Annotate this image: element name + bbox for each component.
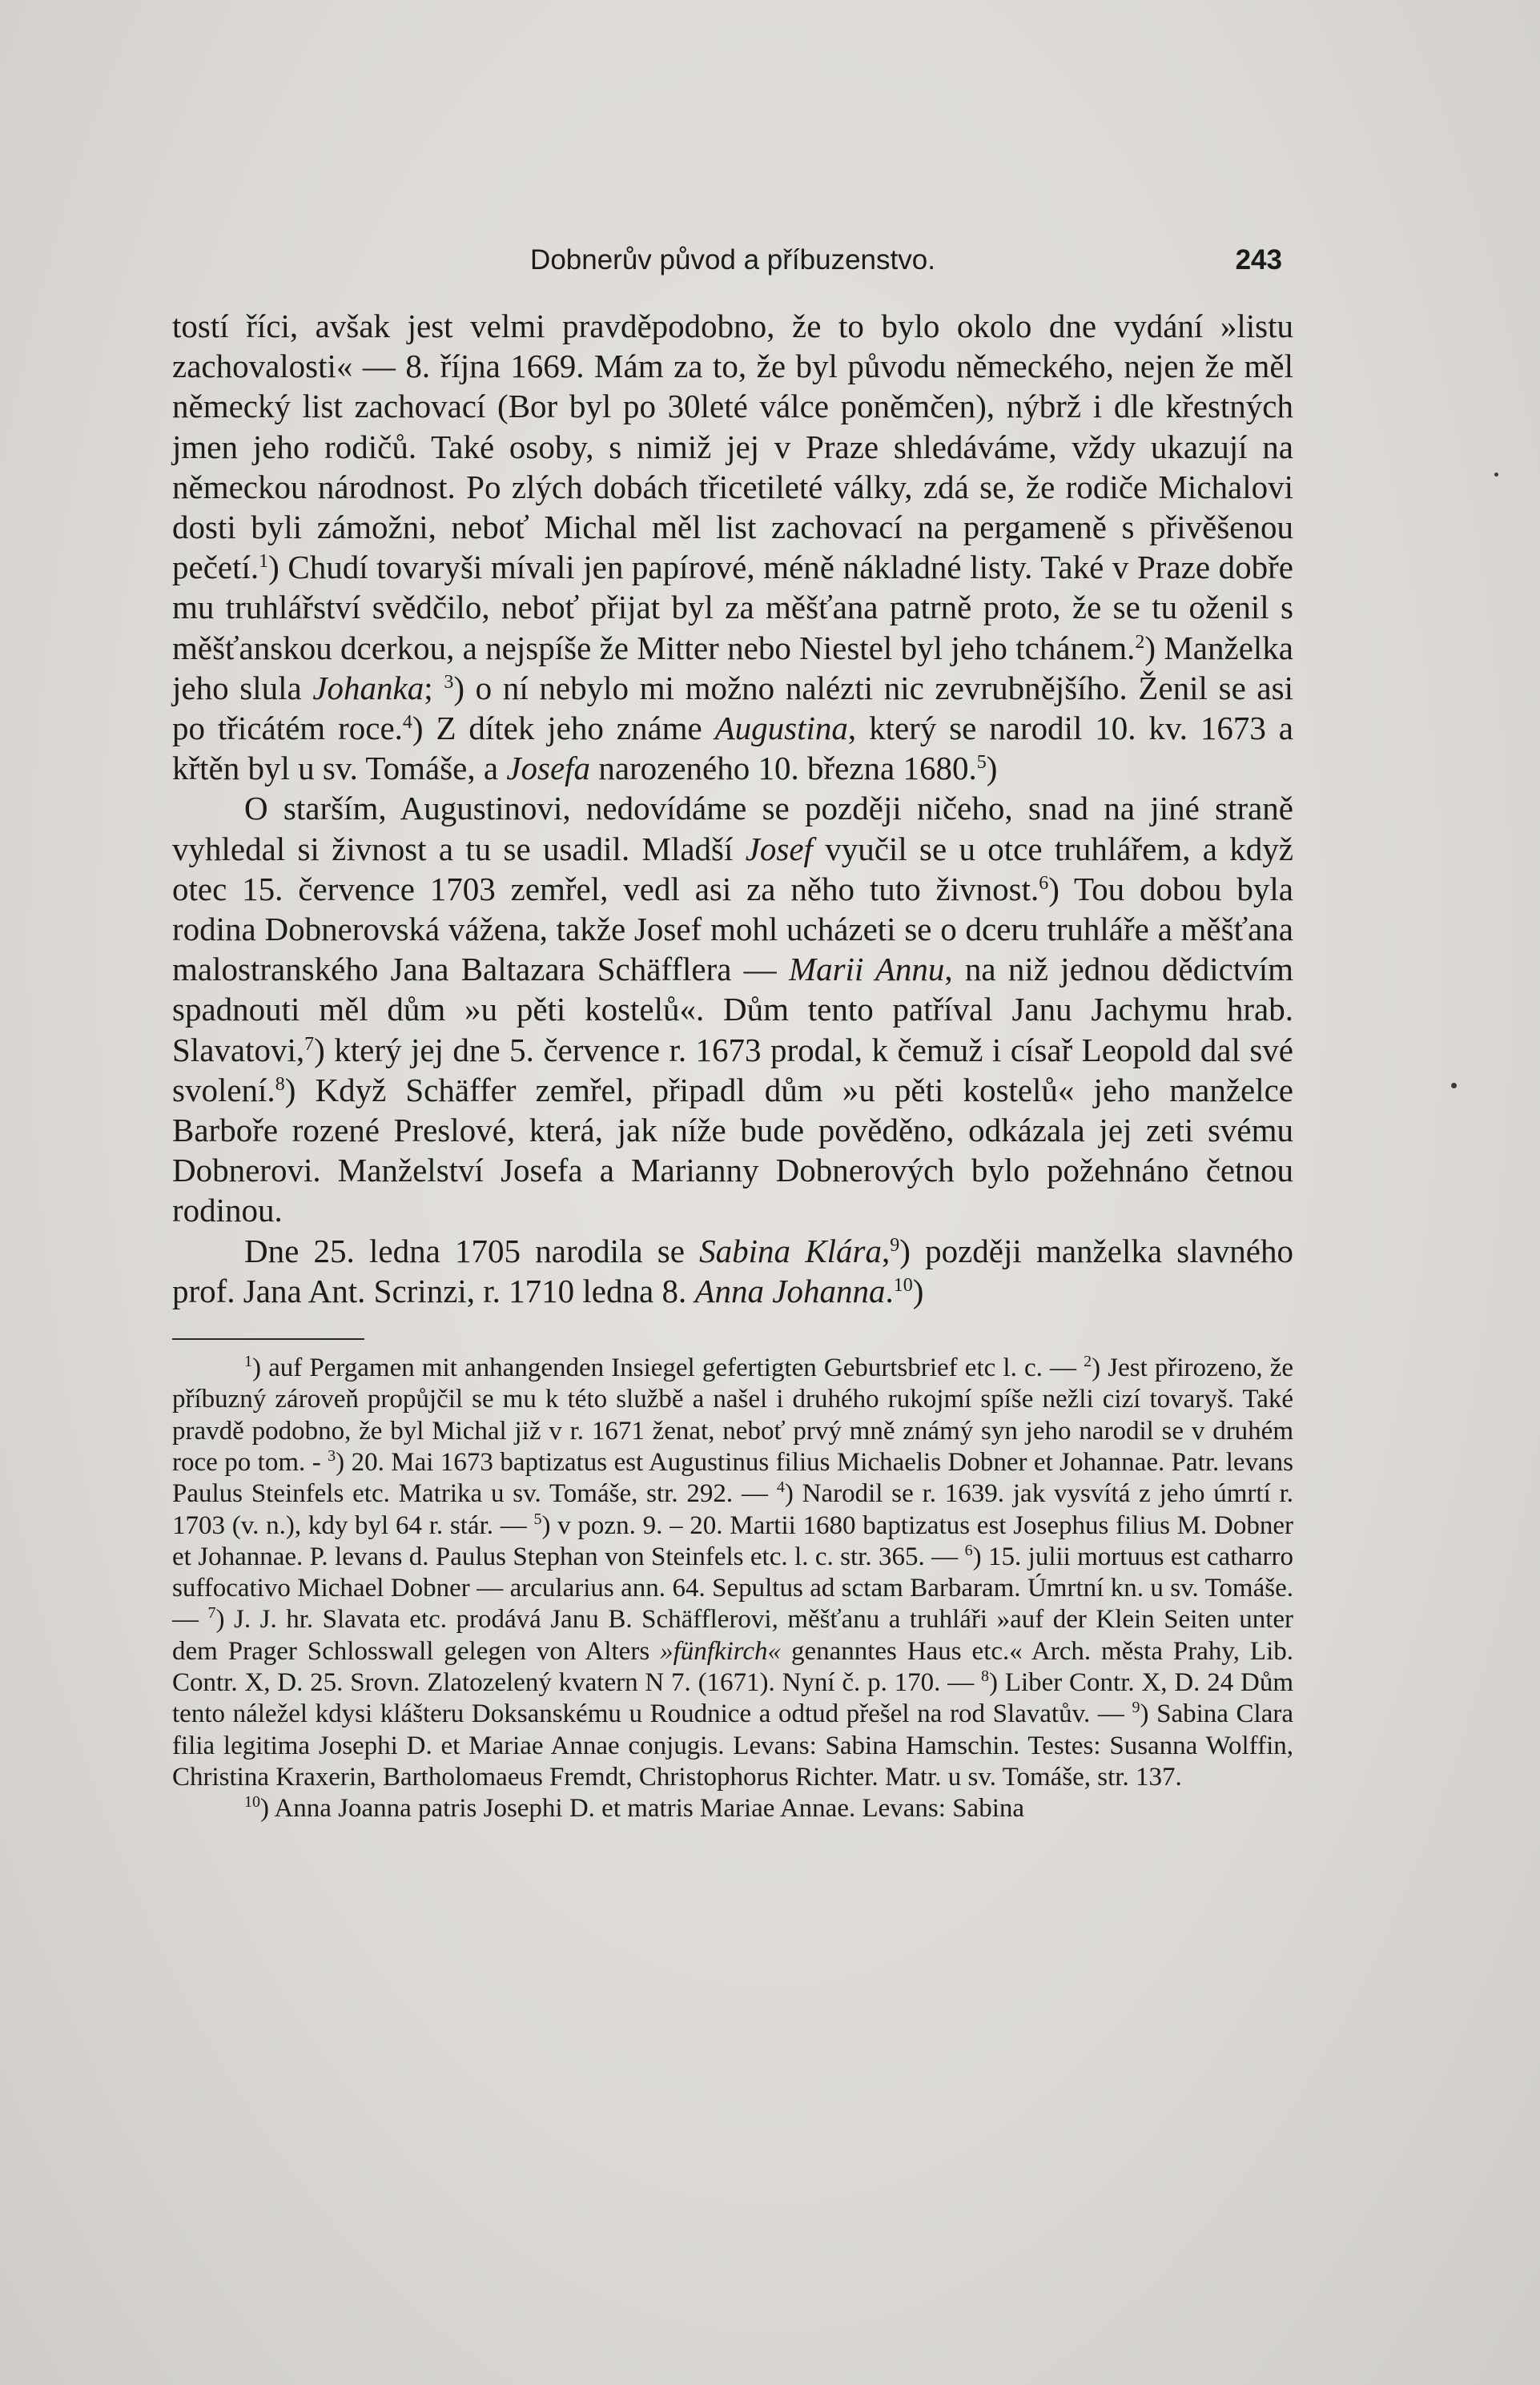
text-span: ) Tou dobou byla rodina Dobnerovská vážena, takže Josef mohl ucházeti se o dceru truhláře a měšťana malostranského Jana Baltazara Schäfflera — (172, 870, 1293, 988)
main-text (172, 306, 1293, 1311)
text-span: ) později manželka slavného prof. Jana Ant. Scrinzi, r. 1710 ledna 8. (172, 1232, 1294, 1309)
footnote-number: 10 (244, 1793, 260, 1812)
footnote-text: ) 15. julii mortuus est catharro suffocativo Michael Dobner — arcularius ann. 64. Sepultus ad sctam Barbaram. Úmrtní kn. u sv. Tomáše. — (172, 1542, 1293, 1635)
personal-name: Marii Annu (788, 951, 945, 988)
footnote-text: ) v pozn. 9. – 20. Martii 1680 baptizatus est Josephus filius M. Dobner et Johannae. P. levans d. Paulus Stephan von Steinfels etc. l. c. str. 365. — (172, 1510, 1294, 1571)
footnote-number: 9 (1132, 1699, 1140, 1717)
text-span: , který se narodil 10. kv. 1673 a křtěn byl u sv. Tomáše, a (172, 710, 1293, 787)
footnote-ref: 9 (890, 1234, 900, 1256)
footnote-text: ) auf Pergamen mit anhangenden Insiegel gefertigten Geburtsbrief etc l. c. — (252, 1353, 1084, 1383)
footnote-text: genanntes Haus etc.« Arch. města Prahy, Lib. Contr. X, D. 25. Srovn. Zlatozelený kvatern N 7. (1671). Nyní č. p. 170. — (172, 1636, 1294, 1698)
text-span: narozeného 10. března 1680. (590, 750, 977, 787)
personal-name: Sabina Klára (699, 1232, 882, 1269)
text-span: O starším, Augustinovi, nedovídáme se později ničeho, snad na jiné straně vyhledal si živnost a tu se usadil. Mladší (172, 790, 1293, 867)
paragraph-1 (172, 306, 1293, 788)
text-span: ) který jej dne 5. července r. 1673 prodal, k čemuž i císař Leopold dal své svolení. (172, 1031, 1293, 1108)
paragraph-2 (172, 788, 1293, 1230)
text-span: ) o ní nebylo mi možno nalézti nic zevrubnějšího. Ženil se asi po třicátém roce. (172, 669, 1293, 747)
footnote-number: 7 (207, 1604, 216, 1623)
text-span: ) Manželka jeho slula (172, 629, 1293, 706)
footnotes (172, 1353, 1293, 1824)
footnote-ref: 1 (259, 551, 269, 573)
text-span: ) Chudí tovaryši mívali jen papírové, méně nákladné listy. Také v Praze dobře mu truhlářství svědčilo, neboť přijat byl za měšťana patrně proto, že se tu oženil s měšťanskou dcerkou, a nejspíše že Mitter nebo Niestel byl jeho tchánem. (172, 549, 1293, 666)
footnote-text: ) Jest přirozeno, že příbuzný zároveň propůjčil se mu k této službě a našel i druhého rukojmí spíše nežli cizí tovaryš. Také pravdě podobno, že byl Michal již v r. 1671 ženat, neboť prvý mně známý syn jeho narodil se v druhém roce po tom. - (172, 1353, 1293, 1477)
footnote-number: 8 (981, 1667, 989, 1686)
scan-speck (1451, 1083, 1457, 1088)
footnote-ref: 2 (1135, 631, 1145, 653)
personal-name: Josefa (506, 750, 591, 787)
personal-name: Josef (745, 830, 813, 867)
text-span: Dne 25. ledna 1705 narodila se (244, 1232, 700, 1269)
footnote-number: 5 (533, 1510, 542, 1528)
running-head (172, 240, 1293, 280)
footnote-text: ) Narodil se r. 1639. jak vysvítá z jeho úmrtí r. 1703 (v. n.), kdy byl 64 r. stár. — (172, 1479, 1293, 1540)
footnote-ref: 4 (402, 712, 412, 734)
text-span: , na niž jednou dědictvím spadnouti měl dům »u pěti kostelů«. Dům tento patříval Janu Jachymu hrab. Slavatovi, (172, 951, 1293, 1068)
text-span: . (885, 1272, 894, 1309)
footnote-ref: 3 (444, 671, 454, 693)
text-span: ) (986, 750, 998, 787)
footnote-number: 2 (1084, 1353, 1092, 1371)
footnote-text: ) Sabina Clara filia legitima Josephi D. et Mariae Annae conjugis. Levans: Sabina Hamschin. Testes: Susanna Wolffin, Christina Kraxerin, Bartholomaeus Fremdt, Christophorus Richter. Matr. u sv. Tomáše, str. 137. (172, 1699, 1293, 1792)
footnote-number: 6 (964, 1541, 973, 1559)
footnote-number: 1 (244, 1353, 252, 1371)
book-page (172, 240, 1293, 1825)
footnote-ref: 5 (976, 752, 987, 774)
footnote-block (172, 1353, 1293, 1793)
footnote-ref: 8 (275, 1073, 285, 1095)
text-span: ) Z dítek jeho známe (412, 710, 715, 747)
text-span: tostí říci, avšak jest velmi pravděpodobno, že to bylo okolo dne vydání »listu zachovalosti« — 8. října 1669. Mám za to, že byl původu německého, nejen že měl německý list zachovací (Bor byl po 30leté válce poněmčen), nýbrž i dle křestných jmen jeho rodičů. Také osoby, s nimiž jej v Praze shledáváme, vždy ukazují na německou národnost. Po zlých dobách třicetileté války, zdá se, že rodiče Michalovi dosti byli zámožni, neboť Michal měl list zachovací na pergameně s přivěšenou pečetí. (172, 308, 1293, 586)
personal-name: Anna Johanna (694, 1272, 886, 1309)
text-span: ; (424, 669, 444, 706)
footnote-text: ) Anna Joanna patris Josephi D. et matris Mariae Annae. Levans: Sabina (260, 1794, 1025, 1824)
text-span: vyučil se u otce truhlářem, a když otec 15. července 1703 zemřel, vedl asi za něho tuto živnost. (172, 830, 1293, 907)
personal-name: Johanka (312, 669, 424, 706)
footnote-number: 3 (328, 1446, 336, 1465)
scan-speck (1494, 473, 1498, 477)
footnote-ref: 10 (893, 1274, 913, 1296)
running-title: Dobnerův původ a příbuzenstvo. (530, 244, 935, 276)
paragraph-3 (172, 1231, 1293, 1311)
footnote-text: ) J. J. hr. Slavata etc. prodává Janu B. Schäfflerovi, měšťanu a truhláři »auf der Klein Seiten unter dem Prager Schlosswall gelegen von Alters (172, 1605, 1294, 1666)
quoted-house-name: »fünfkirch« (660, 1636, 782, 1666)
footnote-text: ) Liber Contr. X, D. 24 Dům tento náležel kdysi klášteru Doksanskému u Roudnice a odtud přešel na rod Slavatův. — (172, 1668, 1294, 1729)
footnote-divider (172, 1338, 364, 1340)
footnote-text: ) 20. Mai 1673 baptizatus est Augustinus filius Michaelis Dobner et Johannae. Patr. levans Paulus Steinfels etc. Matrika u sv. Tomáše, str. 292. — (172, 1447, 1294, 1509)
text-span: , (881, 1232, 891, 1269)
text-span: ) (912, 1272, 924, 1309)
text-span: ) Když Schäffer zemřel, připadl dům »u pěti kostelů« jeho manželce Barboře rozené Preslové, která, jak níže bude pověděno, odkázala jej zeti svému Dobnerovi. Manželství Josefa a Marianny Dobnerových bylo požehnáno četnou rodinou. (172, 1071, 1293, 1229)
footnote-ref: 7 (304, 1033, 315, 1055)
personal-name: Augustina (714, 710, 848, 747)
footnote-block (172, 1793, 1293, 1824)
page-number: 243 (1235, 244, 1282, 276)
footnote-ref: 6 (1039, 872, 1049, 894)
footnote-number: 4 (776, 1478, 785, 1497)
